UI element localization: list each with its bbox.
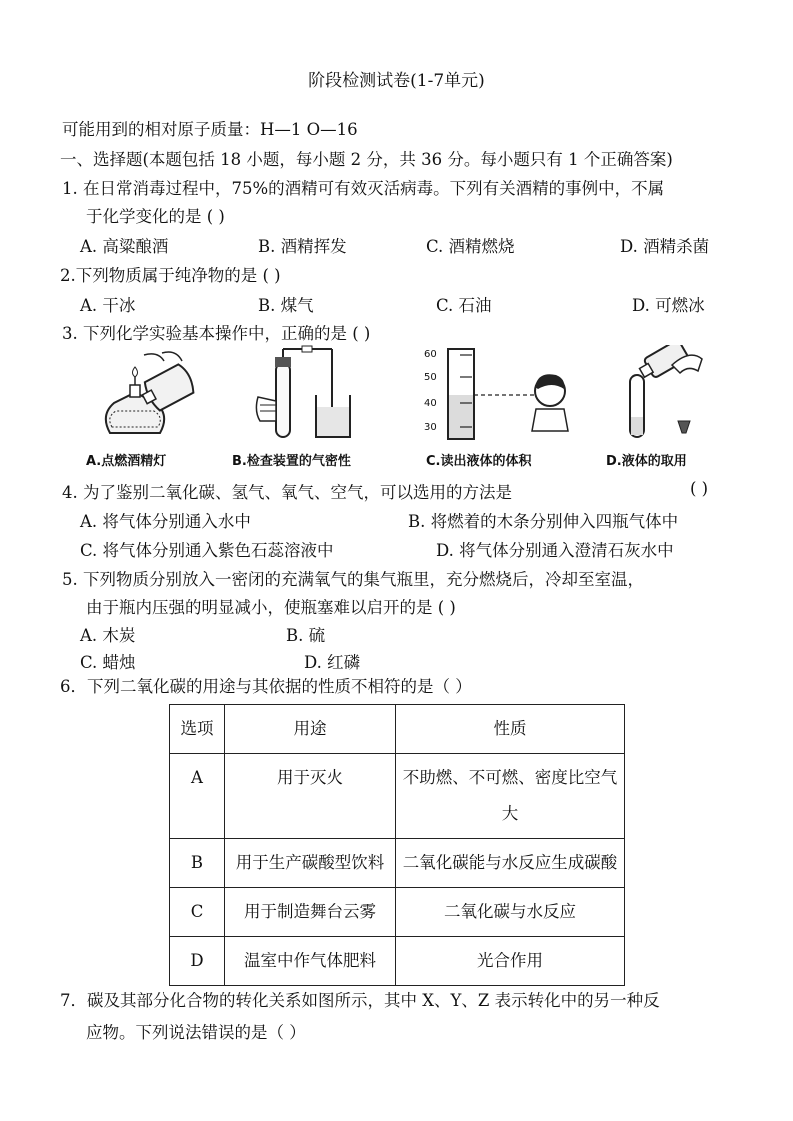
table-row — [170, 839, 625, 888]
question-5-stem: 5. 下列物质分别放入一密闭的充满氧气的集气瓶里，充分燃烧后，冷却至室温， — [62, 570, 644, 589]
question-1-stem: 1. 在日常消毒过程中，75%的酒精可有效灭活病毒。下列有关酒精的事例中，不属 — [62, 179, 665, 198]
question-5-option-c: C. 蜡烛 — [80, 653, 136, 672]
cell-property: 光合作用 — [396, 937, 625, 986]
figure-d-pour-liquid — [624, 345, 704, 445]
tick-50: 50 — [424, 372, 437, 383]
header-option: 选项 — [170, 705, 225, 754]
figure-b-airtightness — [250, 345, 370, 445]
cell-option: D — [170, 937, 225, 986]
cell-option: B — [170, 839, 225, 888]
cell-option: C — [170, 888, 225, 937]
question-5-stem-cont: 由于瓶内压强的明显减小，使瓶塞难以启开的是 ( ) — [86, 598, 456, 617]
question-4-option-d: D. 将气体分别通入澄清石灰水中 — [436, 541, 674, 560]
question-5-option-a: A. 木炭 — [80, 626, 136, 645]
atomic-mass-line: 可能用到的相对原子质量：H—1 O—16 — [62, 120, 358, 139]
question-2-stem: 2.下列物质属于纯净物的是 ( ) — [60, 266, 281, 285]
tick-40: 40 — [424, 398, 437, 409]
question-4-stem: 4. 为了鉴别二氧化碳、氢气、氧气、空气，可以选用的方法是 — [62, 483, 512, 502]
question-4-option-a: A. 将气体分别通入水中 — [80, 512, 251, 531]
cell-option: A — [170, 754, 225, 839]
question-6-stem: 6．下列二氧化碳的用途与其依据的性质不相符的是（ ） — [60, 677, 472, 696]
question-3-stem: 3. 下列化学实验基本操作中，正确的是 ( ) — [62, 324, 371, 343]
header-use: 用途 — [225, 705, 396, 754]
question-2-option-a: A. 干冰 — [80, 296, 136, 315]
figure-b-caption: B.检查装置的气密性 — [232, 454, 351, 469]
question-1-option-a: A. 高粱酿酒 — [80, 237, 169, 256]
page-title: 阶段检测试卷(1-7单元) — [308, 71, 485, 91]
question-2-option-d: D. 可燃冰 — [632, 296, 705, 315]
question-1-option-d: D. 酒精杀菌 — [620, 237, 710, 256]
figure-a-caption: A.点燃酒精灯 — [86, 454, 167, 469]
question-5-option-b: B. 硫 — [286, 626, 326, 645]
question-7-stem: 7．碳及其部分化合物的转化关系如图所示，其中 X、Y、Z 表示转化中的另一种反 — [60, 991, 660, 1010]
question-5-option-d: D. 红磷 — [304, 653, 361, 672]
section-heading: 一、选择题(本题包括 18 小题，每小题 2 分，共 36 分。每小题只有 1 个正确答案) — [60, 150, 673, 169]
question-4-option-b: B. 将燃着的木条分别伸入四瓶气体中 — [408, 512, 679, 531]
question-4-paren: ( ) — [690, 479, 709, 498]
table-row — [170, 937, 625, 986]
cell-use: 温室中作气体肥料 — [225, 937, 396, 986]
question-1-stem-cont: 于化学变化的是 ( ) — [86, 207, 225, 226]
co2-use-table — [169, 704, 625, 986]
question-2-option-b: B. 煤气 — [258, 296, 314, 315]
question-7-stem-cont: 应物。下列说法错误的是（ ） — [86, 1023, 306, 1042]
figure-a-alcohol-lamp — [92, 345, 202, 445]
figure-c-read-volume — [424, 345, 574, 445]
cell-property: 二氧化碳与水反应 — [396, 888, 625, 937]
figure-c-caption: C.读出液体的体积 — [426, 454, 532, 469]
cell-use: 用于生产碳酸型饮料 — [225, 839, 396, 888]
table-row — [170, 754, 625, 839]
cell-use: 用于制造舞台云雾 — [225, 888, 396, 937]
figure-d-caption: D.液体的取用 — [606, 454, 687, 469]
question-4-option-c: C. 将气体分别通入紫色石蕊溶液中 — [80, 541, 334, 560]
question-1-option-c: C. 酒精燃烧 — [426, 237, 515, 256]
table-row — [170, 888, 625, 937]
tick-60: 60 — [424, 349, 437, 360]
question-2-option-c: C. 石油 — [436, 296, 492, 315]
header-property: 性质 — [396, 705, 625, 754]
cell-property: 不助燃、不可燃、密度比空气大 — [396, 754, 625, 839]
tick-30: 30 — [424, 422, 437, 433]
table-header-row — [170, 705, 625, 754]
question-1-option-b: B. 酒精挥发 — [258, 237, 347, 256]
cell-use: 用于灭火 — [225, 754, 396, 839]
cell-property: 二氧化碳能与水反应生成碳酸 — [396, 839, 625, 888]
